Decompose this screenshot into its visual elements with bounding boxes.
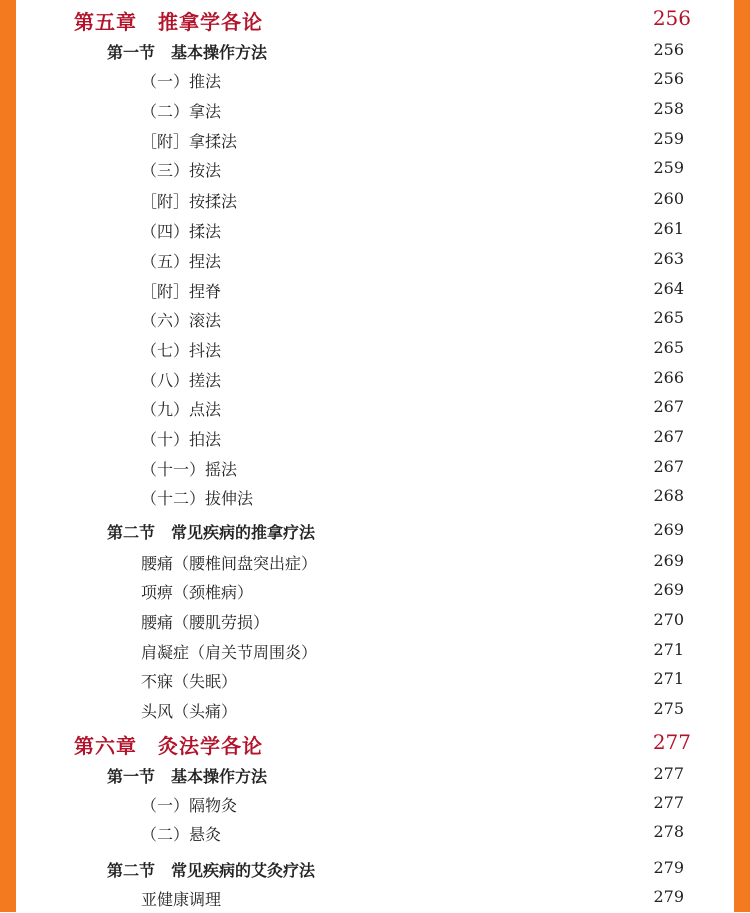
toc-item-row: [0, 279, 750, 305]
toc-item-row: [0, 457, 750, 483]
toc-page-number: 268: [653, 486, 684, 505]
toc-item-label: ［附］按揉法: [141, 192, 238, 211]
toc-item-row: [0, 699, 750, 725]
toc-item-label: （七）抖法: [141, 341, 222, 360]
toc-item-row: [0, 580, 750, 606]
toc-item-row: [0, 368, 750, 394]
toc-item-label: （十）拍法: [141, 430, 222, 449]
toc-item-label: 亚健康调理: [141, 890, 222, 909]
toc-item-label: （三）按法: [141, 161, 222, 180]
toc-item-row: [0, 486, 750, 512]
toc-page-number: 256: [653, 40, 684, 59]
toc-section-row: [0, 40, 750, 66]
toc-page-number: 269: [653, 551, 684, 570]
toc-page-number: 277: [653, 793, 684, 812]
toc-page-number: 267: [653, 457, 684, 476]
toc-item-row: [0, 69, 750, 95]
toc-item-row: [0, 189, 750, 215]
toc-item-label: （二）悬灸: [141, 825, 222, 844]
toc-item-row: [0, 887, 750, 913]
toc-section-row: [0, 764, 750, 790]
toc-page-number: 269: [653, 580, 684, 599]
toc-page-number: 278: [653, 822, 684, 841]
toc-item-row: [0, 158, 750, 184]
toc-item-row: [0, 308, 750, 334]
toc-item-row: [0, 822, 750, 848]
toc-chapter-label: 第六章 灸法学各论: [74, 734, 263, 758]
toc-page-number: 267: [653, 397, 684, 416]
toc-section-label: 第一节 基本操作方法: [107, 43, 268, 62]
toc-item-label: （六）滚法: [141, 311, 222, 330]
toc-item-label: （四）揉法: [141, 222, 222, 241]
toc-item-label: （十一）摇法: [141, 460, 238, 479]
toc-page-number: 277: [653, 764, 684, 783]
toc-page-number: 271: [653, 669, 684, 688]
toc-item-row: [0, 640, 750, 666]
toc-chapter-row: [0, 6, 750, 32]
toc-item-label: 头风（头痛）: [141, 702, 238, 721]
toc-page-number: 267: [653, 427, 684, 446]
toc-item-label: （八）搓法: [141, 371, 222, 390]
toc-chapter-row: [0, 730, 750, 756]
toc-item-row: [0, 99, 750, 125]
toc-item-label: 腰痛（腰椎间盘突出症）: [141, 554, 318, 573]
toc-page-number: 279: [653, 887, 684, 906]
toc-page-number: 264: [653, 279, 684, 298]
toc-page-number: 261: [653, 219, 684, 238]
toc-page-number: 265: [653, 308, 684, 327]
toc-page-number: 258: [653, 99, 684, 118]
toc-page-number: 270: [653, 610, 684, 629]
toc-page-number: 269: [653, 520, 684, 539]
toc-item-row: [0, 219, 750, 245]
toc-item-label: （九）点法: [141, 400, 222, 419]
toc-item-row: [0, 427, 750, 453]
toc-item-row: [0, 249, 750, 275]
toc-page-number: 266: [653, 368, 684, 387]
toc-chapter-label: 第五章 推拿学各论: [74, 10, 263, 34]
toc-item-label: （十二）拔伸法: [141, 489, 254, 508]
toc-item-label: （五）捏法: [141, 252, 222, 271]
toc-section-row: [0, 520, 750, 546]
toc-page-number: 256: [652, 6, 691, 30]
toc-page-number: 256: [653, 69, 684, 88]
toc-item-label: ［附］拿揉法: [141, 132, 238, 151]
toc-item-row: [0, 338, 750, 364]
toc-item-label: 肩凝症（肩关节周围炎）: [141, 643, 318, 662]
toc-item-row: [0, 129, 750, 155]
toc-section-label: 第二节 常见疾病的推拿疗法: [107, 523, 316, 542]
toc-page-number: 277: [652, 730, 691, 754]
toc-item-row: [0, 397, 750, 423]
toc-item-label: 腰痛（腰肌劳损）: [141, 613, 270, 632]
toc-page-number: 279: [653, 858, 684, 877]
toc-page-number: 259: [653, 129, 684, 148]
toc-page-number: 259: [653, 158, 684, 177]
toc-section-row: [0, 858, 750, 884]
toc-page-number: 275: [653, 699, 684, 718]
toc-item-label: （一）推法: [141, 72, 222, 91]
toc-item-label: ［附］捏脊: [141, 282, 222, 301]
toc-item-row: [0, 669, 750, 695]
toc-item-label: （一）隔物灸: [141, 796, 238, 815]
toc-item-row: [0, 610, 750, 636]
toc-item-label: 项痹（颈椎病）: [141, 583, 254, 602]
toc-section-label: 第二节 常见疾病的艾灸疗法: [107, 861, 316, 880]
toc-item-row: [0, 551, 750, 577]
toc-section-label: 第一节 基本操作方法: [107, 767, 268, 786]
toc-item-label: （二）拿法: [141, 102, 222, 121]
toc-item-label: 不寐（失眠）: [141, 672, 238, 691]
toc-page-number: 260: [653, 189, 684, 208]
toc-page-number: 263: [653, 249, 684, 268]
toc-item-row: [0, 793, 750, 819]
toc-page-number: 265: [653, 338, 684, 357]
toc-page-number: 271: [653, 640, 684, 659]
